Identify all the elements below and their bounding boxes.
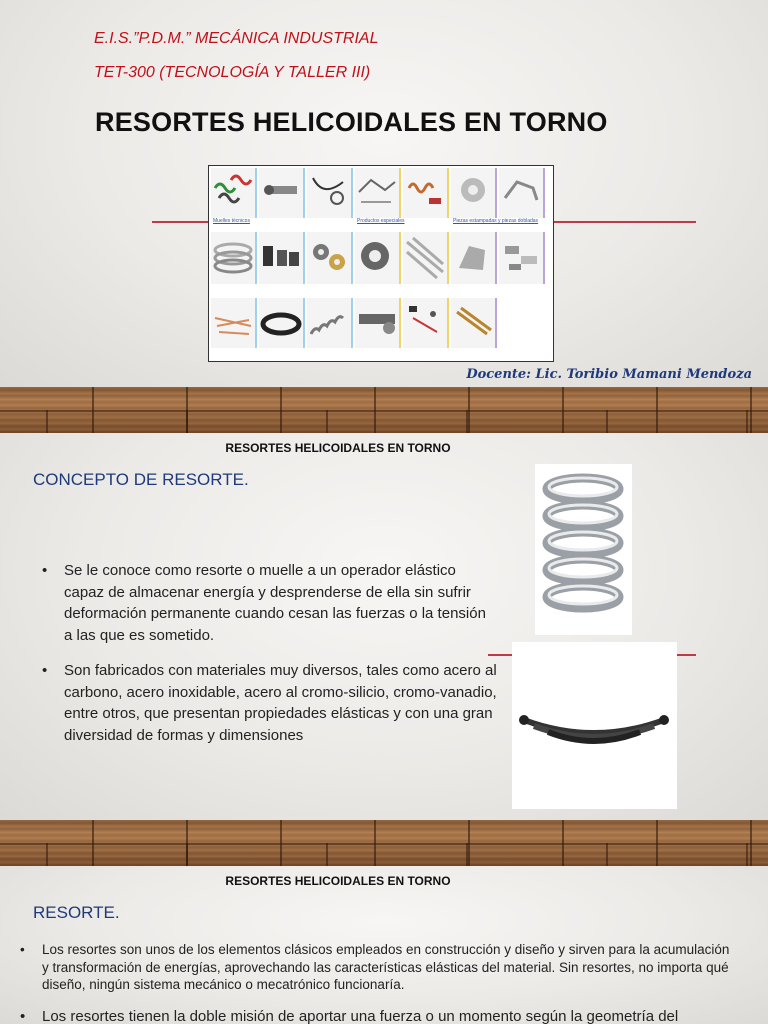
copper-clips-icon — [211, 298, 255, 346]
wire-form-icon — [307, 168, 351, 216]
rule-left — [152, 221, 209, 223]
collage-caption-1: Muelles técnicos — [213, 218, 250, 224]
slide-header: RESORTES HELICOIDALES EN TORNO — [225, 874, 451, 888]
collage-cell — [211, 168, 257, 218]
rule-right — [554, 221, 696, 223]
small-parts-icon — [403, 298, 447, 346]
spring-collage-image — [208, 165, 554, 362]
wire-bracket-icon — [355, 168, 399, 216]
collage-caption-2: Productos especiales — [357, 218, 405, 224]
bushing-icon — [259, 232, 303, 282]
tension-spring-icon — [307, 298, 351, 346]
collage-cell — [259, 232, 305, 284]
bullet-item: • Los resortes son unos de los elementos clásicos empleados en construcción y diseño y sirven para la acumulación y transformación de energías, aprovechando las características elásticas del material. Sin resortes, no importa qué diseño, ningún sistema mecánico o mecatrónico funcionaría. — [20, 941, 730, 994]
collage-cell — [307, 168, 353, 218]
bullet-item: • Son fabricados con materiales muy diversos, tales como acero al carbono, acero inoxidable, acero al cromo-silicio, cromo-vanadio, entre otros, que presentan propiedades elásticas y con una gran diversidad de formas y dimensiones — [42, 660, 497, 746]
collage-cell — [307, 298, 353, 348]
section-heading: RESORTE. — [33, 903, 120, 922]
slide-1 — [0, 0, 768, 387]
spring-icon — [259, 168, 303, 216]
bullet-item: • Se le conoce como resorte o muelle a un operador elástico capaz de almacenar energía y desprenderse de ella sin sufrir deformación permanente cuando cesan las fuerzas o la tensión a las que es sometido. — [42, 560, 497, 646]
copper-spring-icon — [403, 168, 447, 216]
collage-cell — [259, 168, 305, 218]
wood-divider — [0, 387, 768, 433]
wave-spring-icon — [211, 232, 255, 282]
collage-cell — [403, 298, 449, 348]
collage-cell — [259, 298, 305, 348]
collage-caption-3: Piezas estampadas y piezas dobladas — [453, 218, 539, 224]
disc-spring-icon — [307, 232, 351, 282]
stamped-part-icon — [451, 168, 495, 216]
bullet-item: • Los resortes tienen la doble misión de aportar una fuerza o un momento según la geometría del — [20, 1008, 730, 1024]
collage-cell — [403, 232, 449, 284]
stamped-set-icon — [499, 232, 543, 282]
coil-rods-icon — [451, 298, 495, 346]
slide-2 — [0, 433, 768, 820]
collage-cell — [499, 168, 545, 218]
threaded-rod-icon — [355, 298, 399, 346]
slide-3 — [0, 866, 768, 1024]
bullet-list — [20, 941, 730, 1024]
mesh-spring-icon — [403, 232, 447, 282]
flat-spiral-spring-icon — [259, 298, 303, 346]
leaf-spring-photo — [512, 642, 677, 809]
wood-divider — [0, 820, 768, 866]
coil-springs-icon — [211, 168, 255, 216]
collage-cell — [499, 232, 545, 284]
coil-spring-photo — [535, 464, 632, 635]
collage-cell — [403, 168, 449, 218]
collage-cell — [451, 232, 497, 284]
teacher-credit: Docente: Lic. Toribio Mamani Mendoza — [466, 367, 752, 382]
slide-header: RESORTES HELICOIDALES EN TORNO — [225, 441, 451, 455]
leaf-spring-icon — [512, 642, 677, 809]
collage-cell — [451, 298, 497, 348]
heavy-coil-icon — [355, 232, 399, 282]
collage-cell — [211, 298, 257, 348]
bent-part-icon — [499, 168, 543, 216]
collage-cell — [355, 298, 401, 348]
collage-cell — [451, 168, 497, 218]
collage-cell — [355, 168, 401, 218]
slide-title: RESORTES HELICOIDALES EN TORNO — [95, 107, 608, 137]
coil-spring-icon — [535, 464, 632, 635]
collage-cell — [307, 232, 353, 284]
institution-text: E.I.S.”P.D.M.” MECÁNICA INDUSTRIAL — [94, 30, 379, 47]
section-heading: CONCEPTO DE RESORTE. — [33, 470, 249, 489]
clamp-part-icon — [451, 232, 495, 282]
bullet-list — [42, 560, 497, 746]
collage-cell — [355, 232, 401, 284]
collage-cell — [211, 232, 257, 284]
course-text: TET-300 (TECNOLOGÍA Y TALLER III) — [94, 64, 371, 81]
